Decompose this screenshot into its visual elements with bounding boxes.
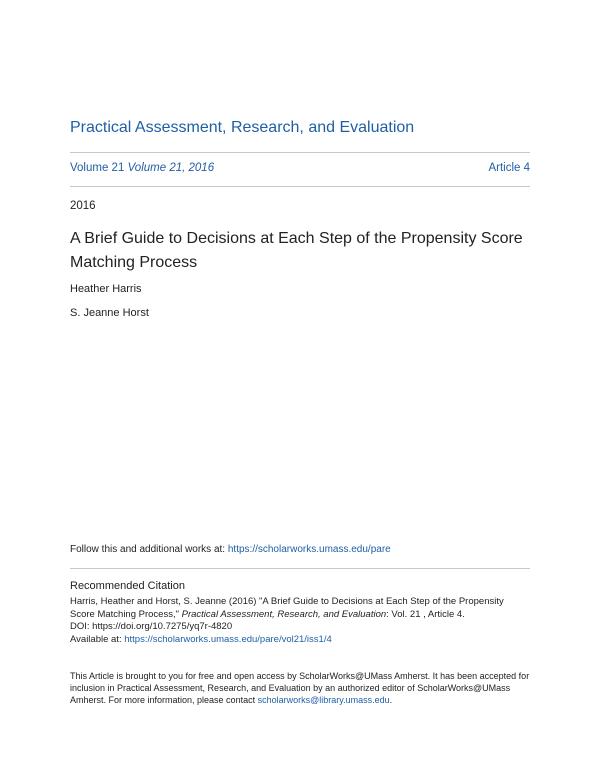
notice-line-1: This Article is brought to you for free and open access by ScholarWorks@UMass Amherst. It has been accepted for <box>70 671 530 681</box>
citation-rule <box>70 568 530 569</box>
author-1: Heather Harris <box>70 283 142 295</box>
recommended-citation-heading: Recommended Citation <box>70 580 185 592</box>
volume-row <box>70 162 530 174</box>
contact-email-link[interactable]: scholarworks@library.umass.edu <box>257 695 390 705</box>
notice-line-2: inclusion in Practical Assessment, Research, and Evaluation by an authorized editor of ScholarWorks@UMass <box>70 683 511 693</box>
volume-issue-link[interactable]: Volume 21, 2016 <box>127 162 215 174</box>
access-notice <box>70 670 530 706</box>
title-line-2: Matching Process <box>70 254 198 271</box>
volume-rule <box>70 186 530 187</box>
notice-line-3-prefix: Amherst. For more information, please contact <box>70 695 258 705</box>
citation-available <box>70 634 530 647</box>
available-link[interactable]: https://scholarworks.umass.edu/pare/vol21/iss1/4 <box>124 633 332 645</box>
article-number-link[interactable]: Article 4 <box>488 162 530 174</box>
citation-journal-italic: Practical Assessment, Research, and Evaluation <box>181 608 387 620</box>
citation-line-2 <box>70 609 530 622</box>
title-line-1: A Brief Guide to Decisions at Each Step of the Propensity Score <box>70 230 523 247</box>
notice-line-3-suffix: . <box>389 695 393 705</box>
follow-link[interactable]: https://scholarworks.umass.edu/pare <box>227 544 391 555</box>
citation-doi: DOI: https://doi.org/10.7275/yq7r-4820 <box>70 621 233 632</box>
author-2: S. Jeanne Horst <box>70 307 149 319</box>
available-prefix: Available at: <box>70 633 125 645</box>
follow-line <box>70 544 391 555</box>
follow-prefix: Follow this and additional works at: <box>70 544 228 555</box>
publication-year: 2016 <box>70 200 96 212</box>
citation-line-1: Harris, Heather and Horst, S. Jeanne (2016) "A Brief Guide to Decisions at Each Step of the Propensity <box>70 596 504 607</box>
header-rule <box>70 152 530 153</box>
citation-line-2-tail: : Vol. 21 , Article 4. <box>386 608 465 620</box>
citation-block <box>70 596 530 646</box>
notice-line-3 <box>70 694 530 706</box>
citation-line-2-plain: Score Matching Process," <box>70 608 182 620</box>
article-title <box>70 227 530 275</box>
volume-link[interactable]: Volume 21 <box>70 162 125 174</box>
journal-title-link[interactable]: Practical Assessment, Research, and Evaluation <box>70 119 415 136</box>
